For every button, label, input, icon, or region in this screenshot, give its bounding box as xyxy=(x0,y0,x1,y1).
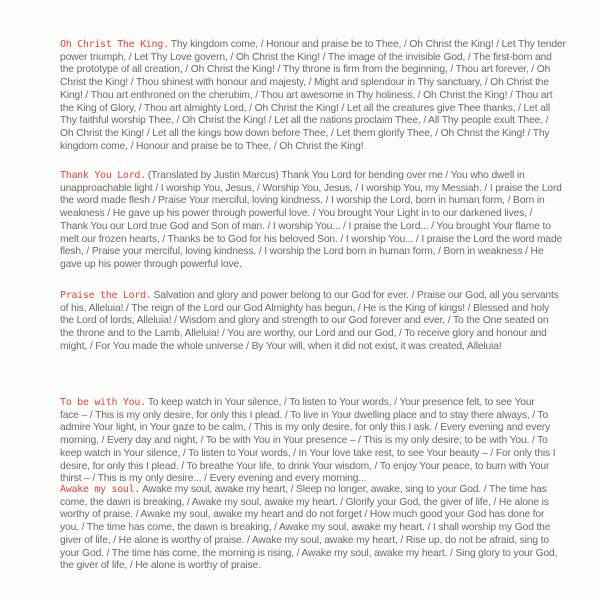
lyrics-line xyxy=(60,195,545,208)
lyrics-text: worthy of praise. / Awake my soul, awake my heart and do not forget / How much good your God has done for xyxy=(60,509,545,521)
lyrics-line xyxy=(60,182,562,196)
lyrics-text: the throne and to the Lamb, Alleluia! / You are worthy, our Lord and our God, / To receive glory and honour and xyxy=(60,328,547,340)
song-title: Thank You Lord. xyxy=(60,170,146,181)
lyrics-text: Thank You our Lord true God and Son of man. / I worship You... / I praise the Lord... / You brought Your flame to xyxy=(60,220,551,232)
lyrics-text: the giver of life, / He alone is worthy of praise. xyxy=(60,560,261,572)
lyrics-line xyxy=(60,315,549,328)
lyrics-line xyxy=(60,170,545,183)
lyrics-line xyxy=(60,547,558,561)
lyrics-line xyxy=(60,302,550,316)
lyrics-text: desire, for only this I plead. / To breathe Your life, to drink Your wisdom, / To enjoy Your peace, to burn with Your xyxy=(60,460,550,472)
lyrics-text: Thy kingdom come, / Honour and praise be to Thee, / Oh Christ the King! / Let Thy tender xyxy=(170,39,566,50)
lyrics-text: you. / The time has come, the dawn is breaking, / Awake my soul, awake my heart. / I shall worship my God the xyxy=(60,522,551,534)
lyrics-text: face – / This is my only desire, for only this I plead. / To live in Your dwelling place and to stay there always, / To xyxy=(60,409,549,421)
lyrics-line xyxy=(60,77,549,90)
song-lyrics-block xyxy=(60,39,566,153)
song-title: Oh Christ The King. xyxy=(60,39,169,50)
lyrics-line xyxy=(60,447,556,461)
lyrics-text: giver of life, / He alone is worthy of praise. / Awake my soul, awake my heart, / Rise up, do not be afraid, sing to xyxy=(60,534,549,546)
lyrics-text: your God. / The time has come, the morning is rising, / Awake my soul, awake my heart. / Sing glory to your God, xyxy=(60,547,558,559)
song-lyrics-block xyxy=(60,484,558,573)
song-lyrics-block xyxy=(60,170,563,272)
song-title: Awake my soul. xyxy=(60,484,141,495)
lyrics-text: thirst – / This is my only desire... / Every evening and every morning... xyxy=(60,473,367,485)
lyrics-line xyxy=(60,259,545,272)
lyrics-text: keep watch in Your silence, / To listen to Your words, / In Your love take rest, to see Your beauty – / For only this I xyxy=(60,447,556,459)
lyrics-line xyxy=(60,435,548,448)
lyrics-line xyxy=(60,51,552,65)
lyrics-line xyxy=(60,484,545,497)
song-title: To be with You. xyxy=(60,397,146,408)
lyrics-text: melt our frozen hearts, / Thanks be to God for his beloved Son. / I worship You... / I praise the Lord the word made xyxy=(60,233,563,245)
lyrics-line xyxy=(60,220,551,234)
lyrics-text: might, / For You made the whole universe / By Your will, when it did not exist, it was created, Alleluia! xyxy=(60,340,502,352)
lyrics-text: Oh Christ the King! / Let all the kings bow down before Thee, / Let them glorify Thee, / Oh Christ the King! / Thy xyxy=(60,127,550,139)
song-title: Praise the Lord. xyxy=(60,290,152,301)
lyrics-line xyxy=(60,522,551,535)
lyrics-line xyxy=(60,64,551,77)
lyrics-text: Thy faithful worship Thee, / Oh Christ the King! / Let all the nations proclaim Thee, / All Thy people exult Thee, / xyxy=(60,115,549,127)
lyrics-line xyxy=(60,115,549,128)
lyrics-text: Christ the King! / Thou shinest with honour and majesty, / Might and splendour in Thy sanctuary, / Oh Christ the xyxy=(60,77,549,89)
song-lyrics-block xyxy=(60,397,556,486)
lyrics-text: power triumph, / Let Thy Love govern, / Oh Christ the King! / The image of the invisible God, / The first-born and xyxy=(60,51,552,63)
lyrics-text: the Lord of lords, Alleluia! / Wisdom and glory and strength to our God forever and ever, / To the One seated on xyxy=(60,315,549,327)
lyrics-line xyxy=(60,460,550,474)
lyrics-text: come, the dawn is breaking, / Awake my soul, awake my heart. / Glorify your God, the giver of life, / He alone is xyxy=(60,496,549,508)
lyrics-text: gave up his power through powerful love. xyxy=(60,258,242,270)
song-lyrics-block xyxy=(60,290,559,354)
lyrics-line xyxy=(60,534,549,548)
lyrics-line xyxy=(60,141,545,154)
lyrics-text: kingdom come, / Honour and praise be to Thee, / Oh Christ the King! xyxy=(60,140,364,152)
lyrics-text: Awake my soul, awake my heart, / Sleep no longer, awake, sing to your God. / The time has xyxy=(142,484,547,495)
lyrics-line xyxy=(60,102,550,116)
lyrics-line xyxy=(60,409,549,423)
lyrics-line xyxy=(60,496,549,510)
lyrics-line xyxy=(60,560,545,573)
lyrics-text: of his, Alleluia! / The reign of the Lord our God Almighty has begun, / He is the King of kings! / Blessed and holy xyxy=(60,302,550,314)
lyrics-text: the word made flesh / Praise Your merciful, loving kindness. / I worship the Lord, born in human form, / Born in xyxy=(60,195,545,207)
lyrics-line xyxy=(60,246,545,259)
lyrics-text: Salvation and glory and power belong to our God for ever. / Praise our God, all you servants xyxy=(153,290,559,301)
lyrics-line xyxy=(60,127,550,141)
lyrics-text: the King of Glory, / Thou art almighty Lord, / Oh Christ the King! / Let all the creatures give Thee thanks, / Let all xyxy=(60,102,550,114)
lyrics-line xyxy=(60,328,545,341)
lyrics-line xyxy=(60,422,551,435)
lyrics-line xyxy=(60,208,545,221)
lyrics-text: (Translated by Justin Marcus) Thank You Lord for bending over me / You who dwell in xyxy=(147,170,525,181)
lyrics-line xyxy=(60,509,545,522)
lyrics-line xyxy=(60,341,545,354)
lyrics-line xyxy=(60,39,566,52)
lyrics-line xyxy=(60,233,563,247)
lyrics-text: flesh, / Praise your merciful, loving kindness. / I worship the Lord born in human form, / Born in weakness / He xyxy=(60,246,544,258)
lyrics-text: admire Your light, in Your gaze to be calm, / This is my only desire, for only this I ask. / Every evening and every xyxy=(60,422,551,434)
lyrics-line xyxy=(60,89,553,103)
lyrics-text: morning, / Every day and night, / To be with You in Your presence – / This is my only desire; to be with You. / To xyxy=(60,435,548,447)
lyrics-text: weakness / He gave up his power through powerful love. / You brought Your Light in to our darkened lives, / xyxy=(60,208,533,220)
lyrics-text: To keep watch in Your silence, / To listen to Your words, / Your presence felt, to see Your xyxy=(147,397,535,408)
lyrics-text: King! / Thou art enthroned on the cherubim, / Thou art awesome in Thy holiness, / Oh Christ the King! / Thou art xyxy=(60,89,553,101)
lyrics-line xyxy=(60,290,559,303)
lyrics-line xyxy=(60,397,545,410)
lyrics-text: unapproachable light / I worship You, Jesus, / Worship You, Jesus, / I worship You, my Messiah. / I praise the Lord xyxy=(60,182,562,194)
lyrics-text: the prototype of all creation, / Oh Christ the King! / Thy throne is firm from the beginning, / Thou art forever, / Oh xyxy=(60,64,551,76)
